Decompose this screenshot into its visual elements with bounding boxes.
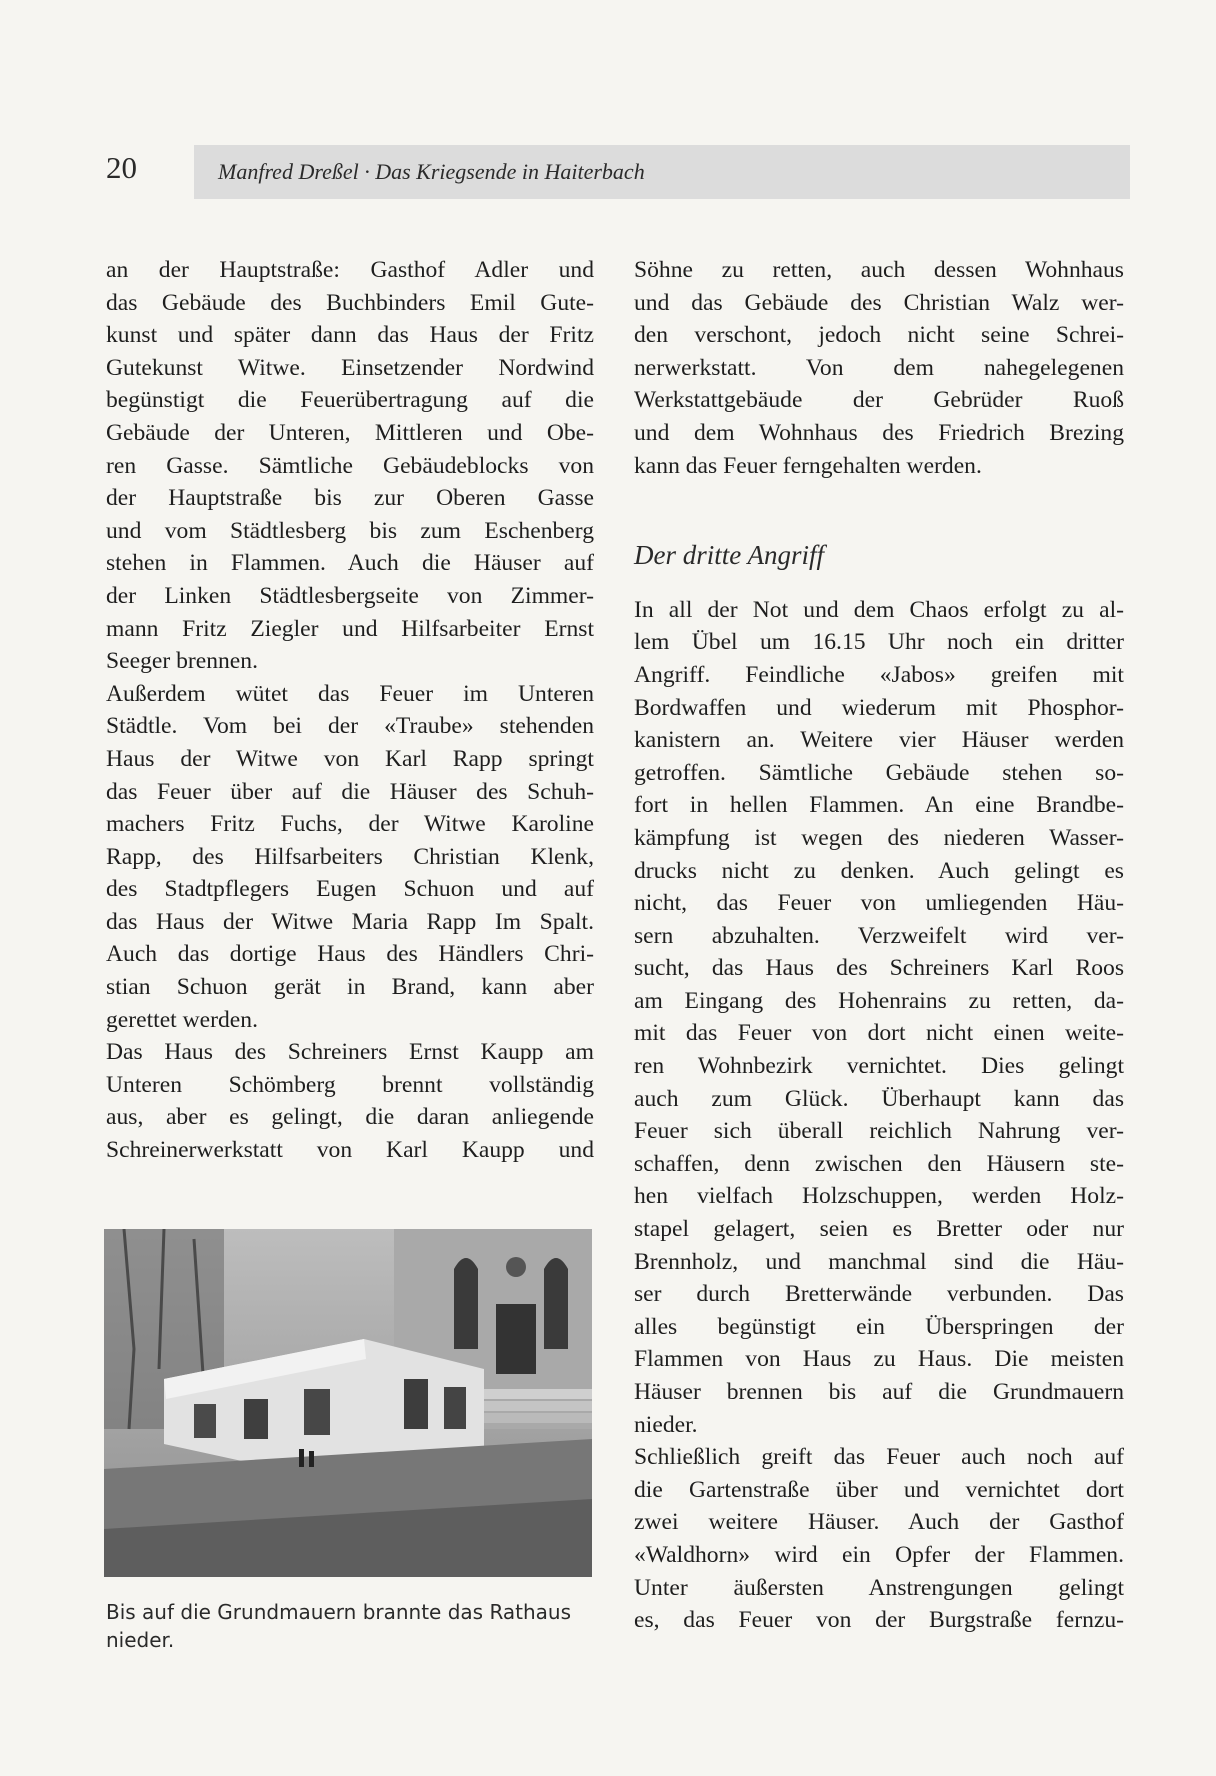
text-line: begünstigt die Feuerübertragung auf die [106,387,594,414]
text-line: der Linken Städtlesbergseite von Zimmer- [106,582,594,609]
text-line: Gutekunst Witwe. Einsetzender Nordwind [106,354,594,381]
text-line: kanistern an. Weitere vier Häuser werden [634,727,1124,754]
text-line: des Stadtpflegers Eugen Schuon und auf [106,876,594,903]
text-line: alles begünstigt ein Überspringen der [634,1313,1124,1340]
text-line: In all der Not und dem Chaos erfolgt zu al- [634,596,1124,623]
text-line: zwei weitere Häuser. Auch der Gasthof [634,1509,1124,1536]
text-line: fort in hellen Flammen. An eine Brandbe- [634,792,1124,819]
text-line: nerwerkstatt. Von dem nahegelegenen [634,354,1124,381]
section-heading: Der dritte Angriff [634,540,825,571]
text-line: mit das Feuer von dort nicht einen weite- [634,1020,1124,1047]
text-line: schaffen, denn zwischen den Häusern ste- [634,1150,1124,1177]
text-line: die Gartenstraße über und vernichtet dort [634,1476,1124,1503]
text-line: Bordwaffen und wiederum mit Phosphor- [634,694,1124,721]
text-line: es, das Feuer von der Burgstraße fernzu- [634,1607,1124,1634]
photo [104,1229,592,1577]
text-line: lem Übel um 16.15 Uhr noch ein dritter [634,629,1124,656]
text-line: das Feuer über auf die Häuser des Schuh- [106,778,594,805]
text-line: Rapp, des Hilfsarbeiters Christian Klenk, [106,843,594,870]
header-band [194,145,1130,199]
text-line: Schließlich greift das Feuer auch noch auf [634,1444,1124,1471]
text-line: Unteren Schömberg brennt vollständig [106,1071,594,1098]
text-line: ser durch Bretterwände verbunden. Das [634,1281,1124,1308]
right-column [634,254,1124,1637]
text-line: Unter äußersten Anstrengungen gelingt [634,1574,1124,1601]
text-line: Städtle. Vom bei der «Traube» stehenden [106,713,594,740]
text-line: Auch das dortige Haus des Händlers Chri- [106,941,594,968]
text-line: Haus der Witwe von Karl Rapp springt [106,745,594,772]
caption-line: Bis auf die Grundmauern brannte das Rathaus [106,1600,572,1624]
text-line: Außerdem wütet das Feuer im Unteren [106,680,594,707]
text-line: Werkstattgebäude der Gebrüder Ruoß [634,387,1124,414]
text-line: mann Fritz Ziegler und Hilfsarbeiter Ernst [106,615,594,642]
text-line: Söhne zu retten, auch dessen Wohnhaus [634,257,1124,283]
text-line: Feuer sich überall reichlich Nahrung ver- [634,1118,1124,1145]
text-line: Angriff. Feindliche «Jabos» greifen mit [634,661,1124,688]
text-line: Seeger brennen. [106,648,258,675]
text-line: Brennholz, und manchmal sind die Häu- [634,1248,1124,1275]
page-number: 20 [106,150,137,185]
text-line: den verschont, jedoch nicht seine Schrei- [634,322,1124,349]
text-line: nieder. [634,1411,698,1438]
text-line: Gebäude der Unteren, Mittleren und Obe- [106,419,594,446]
text-line: am Eingang des Hohenrains zu retten, da- [634,987,1124,1014]
text-line: getroffen. Sämtliche Gebäude stehen so- [634,759,1124,786]
text-line: Flammen von Haus zu Haus. Die meisten [634,1346,1124,1373]
text-line: an der Hauptstraße: Gasthof Adler und [106,257,594,283]
text-line: das Gebäude des Buchbinders Emil Gute- [106,289,594,316]
text-line: kann das Feuer ferngehalten werden. [634,452,982,479]
text-line: stehen in Flammen. Auch die Häuser auf [106,550,594,577]
text-line: und vom Städtlesberg bis zum Eschenberg [106,517,594,544]
text-line: der Hauptstraße bis zur Oberen Gasse [106,485,594,512]
text-line: Das Haus des Schreiners Ernst Kaupp am [106,1039,594,1066]
text-line: und das Gebäude des Christian Walz wer- [634,289,1124,316]
text-line: stapel gelagert, seien es Bretter oder nur [634,1216,1124,1243]
text-line: stian Schuon gerät in Brand, kann aber [106,974,594,1001]
caption-line: nieder. [106,1628,175,1652]
text-line: machers Fritz Fuchs, der Witwe Karoline [106,811,594,838]
running-head: Manfred Dreßel · Das Kriegsende in Haiterbach [218,159,645,184]
text-line: sucht, das Haus des Schreiners Karl Roos [634,955,1124,982]
text-line: auch zum Glück. Überhaupt kann das [634,1085,1124,1112]
left-column [106,254,594,1167]
text-line: nicht, das Feuer von umliegenden Häu- [634,890,1124,917]
text-line: und dem Wohnhaus des Friedrich Brezing [634,419,1124,446]
text-line: «Waldhorn» wird ein Opfer der Flammen. [634,1541,1124,1568]
burned-town-hall-photo [104,1229,592,1577]
text-line: ren Wohnbezirk vernichtet. Dies gelingt [634,1053,1124,1080]
text-line: aus, aber es gelingt, die daran anliegende [106,1104,594,1131]
text-line: das Haus der Witwe Maria Rapp Im Spalt. [106,908,594,935]
text-line: kunst und später dann das Haus der Fritz [106,322,594,349]
text-line: hen vielfach Holzschuppen, werden Holz- [634,1183,1124,1210]
text-line: kämpfung ist wegen des niederen Wasser- [634,824,1124,851]
text-line: Häuser brennen bis auf die Grundmauern [634,1379,1124,1405]
text-line: Schreinerwerkstatt von Karl Kaupp und [106,1137,594,1164]
text-line: ren Gasse. Sämtliche Gebäudeblocks von [106,452,594,479]
text-line: gerettet werden. [106,1006,258,1033]
photo-caption [106,1598,596,1654]
text-line: sern abzuhalten. Verzweifelt wird ver- [634,922,1124,949]
text-line: drucks nicht zu denken. Auch gelingt es [634,857,1124,884]
